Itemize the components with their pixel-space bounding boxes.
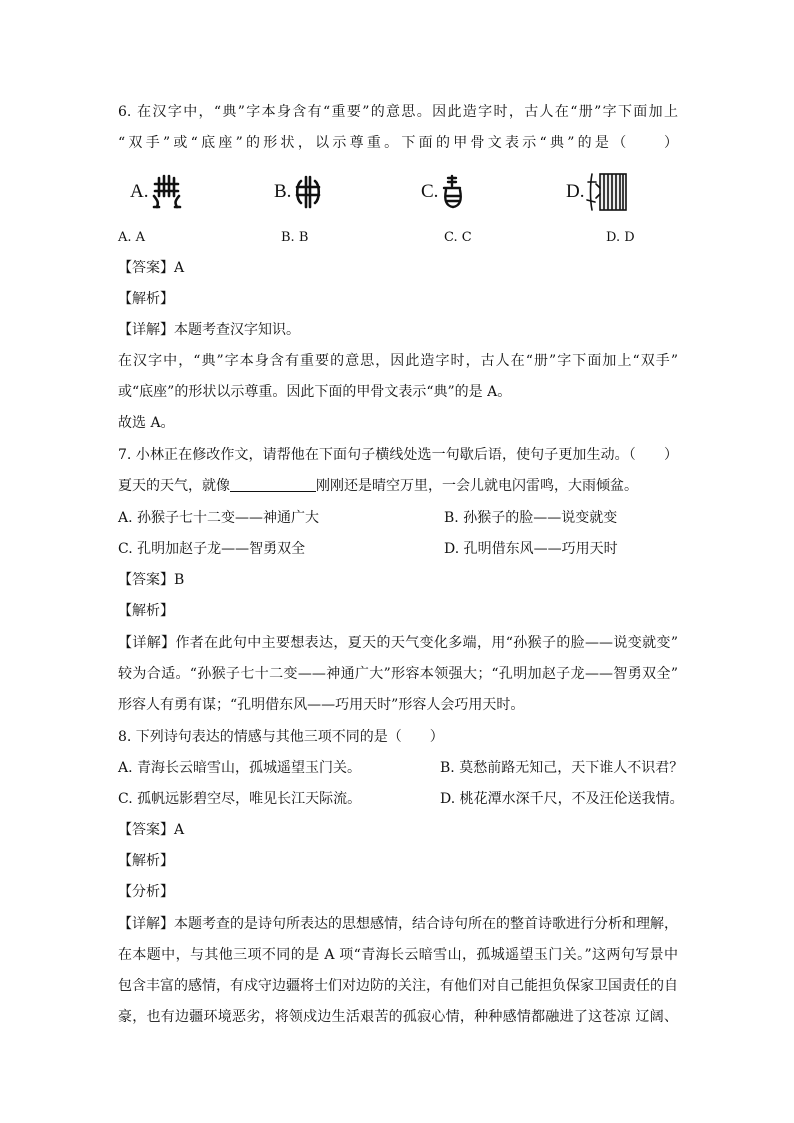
option-letter: D. — [566, 181, 585, 202]
q6-image-option-d — [566, 170, 630, 214]
q7-detail-line2: 较为合适。“孙猴子七十二变——神通广大”形容本领强大；“孔明加赵子龙——智勇双全” — [118, 666, 678, 682]
q6-analysis-label: 【解析】 — [118, 291, 174, 307]
q8-choice-b: B. 莫愁前路无知己，天下谁人不识君？ — [440, 760, 684, 776]
q6-detail: 【详解】本题考查汉字知识。 — [118, 322, 300, 338]
oracle-bone-small-vessel-icon — [440, 174, 466, 210]
q6-image-option-b — [274, 170, 323, 214]
q6-explain-line2: 或“底座”的形状以示尊重。因此下面的甲骨文表示“典”的是 A。 — [118, 384, 512, 400]
q7-stem-line2 — [118, 476, 638, 496]
q6-stem-line2: “双手”或“底座”的形状，以示尊重。下面的甲骨文表示“典”的是（ ） — [118, 135, 678, 151]
option-letter: A. — [130, 181, 149, 202]
oracle-bone-bamboo-slips-icon — [586, 170, 630, 214]
q8-analysis2-label: 【分析】 — [118, 884, 174, 900]
q8-analysis-label: 【解析】 — [118, 853, 174, 869]
oracle-bone-dian-with-hands-icon — [150, 174, 184, 210]
q7-stem-after-blank: 刚刚还是晴空万里，一会儿就电闪雷鸣，大雨倾盆。 — [316, 478, 638, 494]
q8-detail-line3: 包含丰富的感情，有戍守边疆将士们对边防的关注，有他们对自己能担负保家卫国责任的自 — [118, 978, 678, 994]
q7-choice-d: D. 孔明借东风——巧用天时 — [444, 541, 618, 557]
q6-choice-d: D. D — [606, 230, 635, 245]
q6-image-option-a — [130, 170, 184, 214]
q7-choice-b: B. 孙猴子的脸——说变就变 — [444, 510, 618, 526]
q7-choice-a: A. 孙猴子七十二变——神通广大 — [118, 510, 320, 526]
q7-detail-line1: 【详解】作者在此句中主要想表达，夏天的天气变化多端，用“孙猴子的脸——说变就变” — [118, 635, 678, 651]
q6-conclusion: 故选 A。 — [118, 415, 175, 431]
q8-choice-d: D. 桃花潭水深千尺，不及汪伦送我情。 — [440, 791, 684, 807]
q8-detail-line1: 【详解】本题考查的是诗句所表达的思想感情，结合诗句所在的整首诗歌进行分析和理解， — [118, 916, 678, 932]
q7-stem-line1: 7. 小林正在修改作文，请帮他在下面句子横线处选一句歇后语，使句子更加生动。（ ） — [118, 447, 678, 463]
q8-choice-a: A. 青海长云暗雪山，孤城遥望玉门关。 — [118, 760, 362, 776]
q8-stem: 8. 下列诗句表达的情感与其他三项不同的是（ ） — [118, 729, 444, 745]
q8-choice-c: C. 孤帆远影碧空尽，唯见长江天际流。 — [118, 791, 362, 807]
q6-choice-b: B. B — [281, 230, 309, 245]
oracle-bone-ce-variant-icon — [293, 175, 323, 209]
q6-explain-line1: 在汉字中，“典”字本身含有重要的意思，因此造字时，古人在“册”字下面加上“双手” — [118, 353, 678, 369]
option-letter: B. — [274, 181, 292, 202]
q6-stem-line1: 6. 在汉字中，“典”字本身含有“重要”的意思。因此造字时，古人在“册”字下面加上 — [118, 104, 678, 120]
q7-stem-before-blank: 夏天的天气，就像 — [118, 478, 230, 494]
q6-answer: 【答案】A — [118, 260, 185, 276]
q6-choice-c: C. C — [444, 230, 472, 245]
option-letter: C. — [421, 181, 439, 202]
q7-analysis-label: 【解析】 — [118, 603, 174, 619]
q6-image-option-c — [421, 170, 466, 214]
q7-answer-blank — [230, 477, 316, 492]
q6-choice-a: A. A — [118, 230, 146, 245]
q8-detail-line2: 在本题中，与其他三项不同的是 A 项“青海长云暗雪山，孤城遥望玉门关。”这两句写景中 — [118, 947, 678, 963]
q7-choice-c: C. 孔明加赵子龙——智勇双全 — [118, 541, 306, 557]
q8-answer: 【答案】A — [118, 822, 185, 838]
q7-answer: 【答案】B — [118, 572, 185, 588]
q7-detail-line3: 形容人有勇有谋；“孔明借东风——巧用天时”形容人会巧用天时。 — [118, 697, 525, 713]
q8-detail-line4: 豪，也有边疆环境恶劣，将领戍边生活艰苦的孤寂心情，种种感情都融进了这苍凉 辽阔、 — [118, 1009, 678, 1025]
